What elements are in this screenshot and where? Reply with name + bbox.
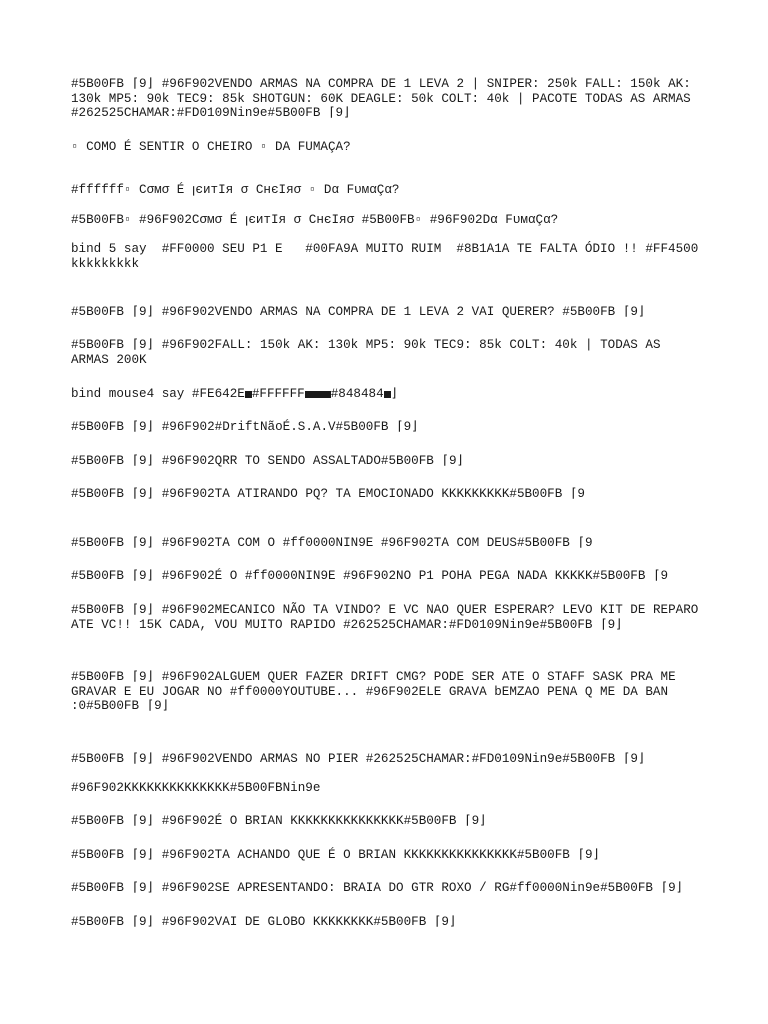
block-glyph (245, 391, 252, 398)
bind-mouse4-text: bind mouse4 say #FE642E (71, 387, 245, 401)
block-glyph (384, 391, 391, 398)
text-paragraph-21: #5B00FB ⌈9⌋ #96F902VAI DE GLOBO KKKKKKKK#5B00FB ⌈9⌋ (71, 915, 457, 929)
text-paragraph-18: #5B00FB ⌈9⌋ #96F902É O BRIAN KKKKKKKKKKKKKKK#5B00FB ⌈9⌋ (71, 814, 487, 828)
text-paragraph-13: #5B00FB ⌈9⌋ #96F902É O #ff0000NIN9E #96F902NO P1 POHA PEGA NADA KKKKK#5B00FB ⌈9 (71, 569, 669, 583)
text-paragraph-2: ▫ COMO É SENTIR O CHEIRO ▫ DA FUMAÇA? (71, 140, 351, 154)
text-paragraph-15: #5B00FB ⌈9⌋ #96F902ALGUEM QUER FAZER DRIFT CMG? PODE SER ATE O STAFF SASK PRA ME GRAVAR E EU JOGAR NO #ff0000YOUTUBE... #96F902ELE GRAVA bEMZAO PENA Q ME DA BAN :0#5B00FB ⌈9⌋ (71, 670, 684, 713)
text-paragraph-10: #5B00FB ⌈9⌋ #96F902QRR TO SENDO ASSALTADO#5B00FB ⌈9⌋ (71, 454, 465, 468)
text-paragraph-20: #5B00FB ⌈9⌋ #96F902SE APRESENTANDO: BRAIA DO GTR ROXO / RG#ff0000Nin9e#5B00FB ⌈9⌋ (71, 881, 684, 895)
block-glyph-wide (305, 391, 331, 398)
text-paragraph-4: #5B00FB▫ #96F902Cσмσ É ꞁєитIя σ CнєIяσ #5B00FB▫ #96F902Dα FυмαÇα? (71, 213, 559, 227)
text-paragraph-9: #5B00FB ⌈9⌋ #96F902#DriftNãoÉ.S.A.V#5B00FB ⌈9⌋ (71, 420, 419, 434)
text-paragraph-19: #5B00FB ⌈9⌋ #96F902TA ACHANDO QUE É O BRIAN KKKKKKKKKKKKKKK#5B00FB ⌈9⌋ (71, 848, 601, 862)
text-paragraph-11: #5B00FB ⌈9⌋ #96F902TA ATIRANDO PQ? TA EMOCIONADO KKKKKKKKK#5B00FB ⌈9 (71, 487, 585, 501)
text-paragraph-1: #5B00FB ⌈9⌋ #96F902VENDO ARMAS NA COMPRA DE 1 LEVA 2 | SNIPER: 250k FALL: 150k AK: 130k MP5: 90k TEC9: 85k SHOTGUN: 60K DEAGLE: 50k COLT: 40k | PACOTE TODAS AS ARMAS #262525CHAMAR:#FD0109Nin9e#5B00FB ⌈9⌋ (71, 77, 699, 120)
color-code-white: #FFFFFF (251, 387, 305, 401)
text-paragraph-3: #ffffff▫ Cσмσ É ꞁєитIя σ CнєIяσ ▫ Dα FυмαÇα? (71, 183, 400, 197)
text-paragraph-5: bind 5 say #FF0000 SEU P1 E #00FA9A MUITO RUIM #8B1A1A TE FALTA ÓDIO !! #FF4500 kkkkkkkkk (71, 242, 706, 271)
text-paragraph-12: #5B00FB ⌈9⌋ #96F902TA COM O #ff0000NIN9E #96F902TA COM DEUS#5B00FB ⌈9 (71, 536, 593, 550)
document-page (71, 0, 706, 1024)
text-paragraph-14: #5B00FB ⌈9⌋ #96F902MECANICO NÃO TA VINDO? E VC NAO QUER ESPERAR? LEVO KIT DE REPARO ATE VC!! 15K CADA, VOU MUITO RAPIDO #262525CHAMAR:#FD0109Nin9e#5B00FB ⌈9⌋ (71, 603, 706, 632)
text-paragraph-7: #5B00FB ⌈9⌋ #96F902FALL: 150k AK: 130k MP5: 90k TEC9: 85k COLT: 40k | TODAS AS ARMAS 200K (71, 338, 669, 367)
text-paragraph-8: bind mouse4 say #FE642E #FFFFFF #848484 ⌋ (71, 387, 399, 401)
text-paragraph-17: #96F902KKKKKKKKKKKKKK#5B00FBNin9e (71, 781, 321, 795)
color-code-gray: #848484 (330, 387, 384, 401)
text-paragraph-16: #5B00FB ⌈9⌋ #96F902VENDO ARMAS NO PIER #262525CHAMAR:#FD0109Nin9e#5B00FB ⌈9⌋ (71, 752, 646, 766)
text-paragraph-6: #5B00FB ⌈9⌋ #96F902VENDO ARMAS NA COMPRA DE 1 LEVA 2 VAI QUERER? #5B00FB ⌈9⌋ (71, 305, 646, 319)
